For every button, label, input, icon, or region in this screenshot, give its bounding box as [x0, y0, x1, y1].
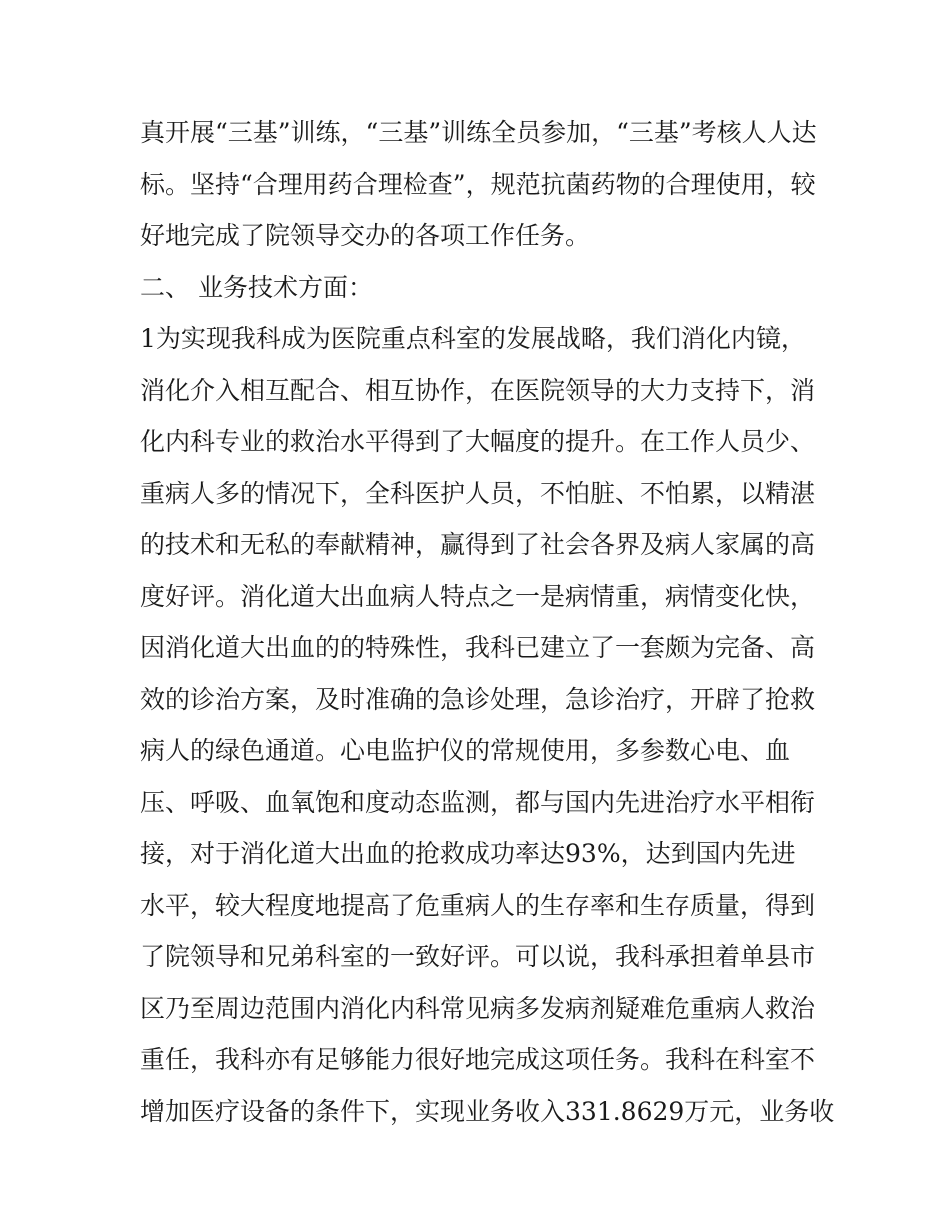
text-line: 效的诊治方案，及时准确的急诊处理，急诊治疗，开辟了抢救 — [140, 684, 816, 714]
text-line: 1为实现我科成为医院重点科室的发展战略，我们消化内镜， — [140, 324, 806, 353]
text-line: 区乃至周边范围内消化内科常见病多发病剂疑难危重病人救治 — [140, 993, 816, 1023]
text-line: 增加医疗设备的条件下，实现业务收入331.8629万元，业务收 — [140, 1096, 835, 1126]
text-line: 好地完成了院领导交办的各项工作任务。 — [140, 221, 591, 250]
text-line: 了院领导和兄弟科室的一致好评。可以说，我科承担着单县市 — [140, 942, 816, 971]
text-line: 消化介入相互配合、相互协作，在医院领导的大力支持下，消 — [140, 375, 816, 405]
text-line: 水平，较大程度地提高了危重病人的生存率和生存质量，得到 — [140, 890, 816, 920]
text-line: 重任，我科亦有足够能力很好地完成这项任务。我科在科室不 — [140, 1045, 816, 1074]
body-text — [140, 107, 835, 1137]
text-line: 重病人多的情况下，全科医护人员，不怕脏、不怕累，以精湛 — [140, 478, 816, 508]
section-heading: 二、 业务技术方面： — [140, 272, 373, 302]
text-line: 化内科专业的救治水平得到了大幅度的提升。在工作人员少、 — [140, 427, 816, 456]
text-line: 接，对于消化道大出血的抢救成功率达93%，达到国内先进 — [140, 839, 796, 868]
text-line: 压、呼吸、血氧饱和度动态监测，都与国内先进治疗水平相衔 — [140, 787, 816, 817]
text-line: 病人的绿色通道。心电监护仪的常规使用，多参数心电、血 — [140, 736, 791, 765]
text-line: 因消化道大出血的的特殊性，我科已建立了一套颇为完备、高 — [140, 633, 816, 662]
text-line: 度好评。消化道大出血病人特点之一是病情重，病情变化快， — [140, 581, 816, 611]
text-line: 真开展“三基”训练，“三基”训练全员参加，“三基”考核人人达 — [140, 118, 817, 147]
text-line: 的技术和无私的奉献精神，赢得到了社会各界及病人家属的高 — [140, 530, 816, 559]
text-line: 标。坚持“合理用药合理检查”，规范抗菌药物的合理使用，较 — [140, 169, 816, 199]
